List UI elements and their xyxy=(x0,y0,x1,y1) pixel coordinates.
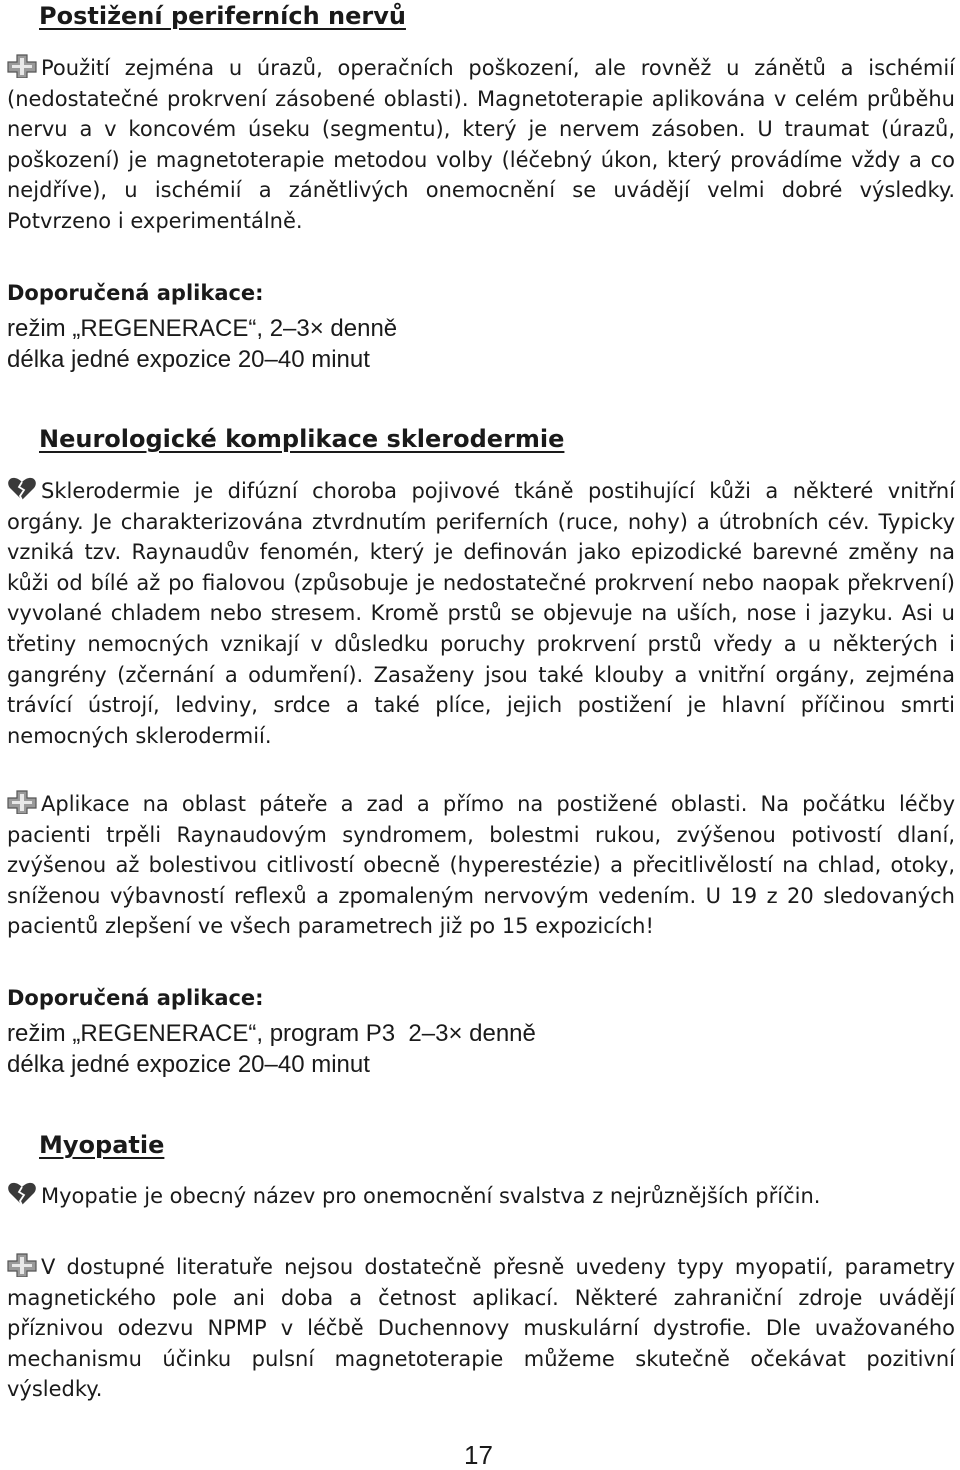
paragraph-myopathy-definition xyxy=(7,1181,955,1212)
page-number: 17 xyxy=(464,1440,493,1470)
paragraph-text: Aplikace na oblast páteře a zad a přímo na postižené oblasti. Na počátku léčby pacienti trpěli Raynaudovým syndromem, bolestmi rukou, zvýšenou potivostí dlaní, zvýšenou až bolestivou citlivostí obecně (hyperestézie) a přecitlivělostí na chlad, otoky, sníženou výbavností reflexů a zpomaleným nervovým vedením. U 19 z 20 sledovaných pacientů zlepšení ve všech parametrech již po 15 expozicích! xyxy=(7,792,955,939)
section-heading-peripheral-nerves: Postižení periferních nervů xyxy=(39,2,406,30)
section-heading-myopathy: Myopatie xyxy=(39,1131,165,1159)
broken-heart-icon xyxy=(7,1182,37,1206)
paragraph-scleroderma-description xyxy=(7,476,955,751)
paragraph-peripheral-nerves xyxy=(7,53,955,237)
plus-cross-icon xyxy=(7,790,37,814)
recommended-duration-line: délka jedné expozice 20–40 minut xyxy=(7,1051,370,1078)
paragraph-text: Sklerodermie je difúzní choroba pojivové tkáně postihující kůži a některé vnitřní orgány. Je charakterizována ztvrdnutím periferních (ruce, nohy) a útrobních cév. Typicky vzniká tzv. Raynaudův fenomén, který je definován jako epizodické barevné změny na kůži od bílé až po fialovou (způsobuje je nedostatečné prokrvení nebo naopak překrvení) vyvolané chladem nebo stresem. Kromě prstů se objevuje na uších, nose i jazyku. Asi u třetiny nemocných vznikají v důsledku poruchy prokrvení prstů vředy a u některých i gangrény (zčernání a odumření). Zasaženy jsou také klouby a vnitřní orgány, zejména trávící ústrojí, ledviny, srdce a také plíce, jejich postižení je hlavní příčinou smrti nemocných sklerodermií. xyxy=(7,479,955,748)
recommended-application-label: Doporučená aplikace: xyxy=(7,281,264,305)
recommended-application-label: Doporučená aplikace: xyxy=(7,986,264,1010)
section-heading-scleroderma: Neurologické komplikace sklerodermie xyxy=(39,425,565,453)
paragraph-text: Použití zejména u úrazů, operačních poškození, ale rovněž u zánětů a ischémií (nedostatečné prokrvení zásobené oblasti). Magnetoterapie aplikována v celém průběhu nervu a v koncovém úseku (segmentu), který je nervem zásoben. U traumat (úrazů, poškození) je magnetoterapie metodou volby (léčebný úkon, který provádíme vždy a co nejdříve), u ischémií a zánětlivých onemocnění se uvádějí velmi dobré výsledky. Potvrzeno i experimentálně. xyxy=(7,56,955,233)
paragraph-myopathy-literature xyxy=(7,1252,955,1405)
broken-heart-icon xyxy=(7,477,37,501)
paragraph-text: V dostupné literatuře nejsou dostatečně přesně uvedeny typy myopatií, parametry magnetického pole ani doba a četnost aplikací. Některé zahraniční zdroje uvádějí příznivou odezvu NPMP v léčbě Duchennovy muskulární dystrofie. Dle uvažovaného mechanismu účinku pulsní magnetoterapie můžeme skutečně očekávat pozitivní výsledky. xyxy=(7,1255,955,1402)
paragraph-scleroderma-application xyxy=(7,789,955,942)
plus-cross-icon xyxy=(7,54,37,78)
recommended-mode-line: režim „REGENERACE“, 2–3× denně xyxy=(7,315,398,342)
recommended-mode-line: režim „REGENERACE“, program P3 2–3× denně xyxy=(7,1020,536,1047)
recommended-duration-line: délka jedné expozice 20–40 minut xyxy=(7,346,370,373)
plus-cross-icon xyxy=(7,1253,37,1277)
paragraph-text: Myopatie je obecný název pro onemocnění svalstva z nejrůznějších příčin. xyxy=(41,1184,821,1208)
